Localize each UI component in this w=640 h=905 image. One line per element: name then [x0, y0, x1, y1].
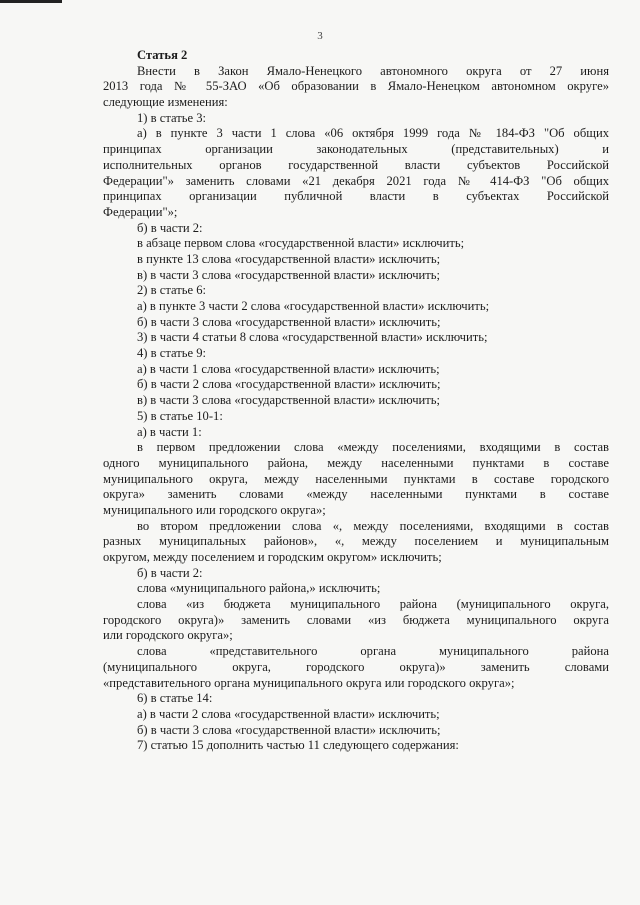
paragraph-line: 5) в статье 10-1: — [137, 408, 223, 423]
paragraph-line: принципах организации законодательных (представительных) и — [103, 142, 609, 157]
paragraph-line: Федерации"»; — [103, 204, 178, 219]
paragraph-line: б) в части 2 слова «государственной власти» исключить; — [137, 377, 441, 392]
paragraph-line: округом, между поселением и городским округом» исключить; — [103, 550, 442, 564]
paragraph-line: принципах организации публичной власти в субъектах Российской — [103, 189, 609, 204]
paragraph-line: Внести в Закон Ямало-Ненецкого автономного округа от 27 июня — [137, 63, 609, 78]
article-heading: Статья 2 — [137, 48, 188, 62]
paragraph-line: округа» заменить словами «между населенными пунктами в составе — [103, 487, 609, 502]
paragraph-line: а) в части 2 слова «государственной власти» исключить; — [137, 706, 440, 721]
paragraph-line: в) в части 3 слова «государственной власти» исключить; — [137, 393, 441, 408]
paragraph-line: а) в части 1: — [137, 424, 202, 439]
paragraph-line: в) в части 3 слова «государственной власти» исключить; — [137, 267, 441, 282]
scan-edge-mark — [0, 0, 62, 3]
document-body — [103, 48, 609, 754]
paragraph-line: 1) в статье 3: — [137, 110, 207, 125]
paragraph-line: б) в части 2: — [137, 565, 203, 580]
paragraph-line: 6) в статье 14: — [137, 691, 213, 706]
paragraph-line: а) в пункте 3 части 2 слова «государственной власти» исключить; — [137, 299, 490, 313]
paragraph-line: одного муниципального района, между населенными пунктами в составе — [103, 455, 609, 470]
paragraph-line: «представительного органа муниципального округа или городского округа»; — [103, 675, 515, 690]
paragraph-line: разных муниципальных районов», «, между поселением и муниципальным — [103, 534, 609, 549]
paragraph-line: муниципального или городского округа»; — [103, 502, 326, 517]
paragraph-line: 3) в части 4 статьи 8 слова «государственной власти» исключить; — [137, 330, 488, 345]
paragraph-line: 2013 года № 55-ЗАО «Об образовании в Ямало-Ненецком автономном округе» — [103, 79, 609, 94]
paragraph-line: (муниципального округа, городского округа)» заменить словами — [103, 659, 609, 674]
paragraph-line: или городского округа»; — [103, 628, 233, 643]
paragraph-line: а) в части 1 слова «государственной власти» исключить; — [137, 361, 440, 376]
paragraph-line: а) в пункте 3 части 1 слова «06 октября 1999 года № 184-ФЗ "Об общих — [137, 126, 609, 141]
paragraph-line: во втором предложении слова «, между поселениями, входящими в состав — [137, 518, 609, 533]
paragraph-line: 7) статью 15 дополнить частью 11 следующего содержания: — [137, 738, 459, 753]
paragraph-line: муниципального округа, между населенными пунктами в составе городского — [103, 471, 609, 486]
paragraph-line: в пункте 13 слова «государственной власти» исключить; — [137, 251, 441, 266]
paragraph-line: Федерации"» заменить словами «21 декабря 2021 года № 414-ФЗ "Об общих — [103, 173, 609, 188]
paragraph-line: слова «муниципального района,» исключить; — [137, 581, 381, 596]
paragraph-line: б) в части 2: — [137, 220, 203, 235]
paragraph-line: б) в части 3 слова «государственной власти» исключить; — [137, 722, 441, 737]
paragraph-line: следующие изменения: — [103, 95, 228, 110]
paragraph-line: слова «из бюджета муниципального района (муниципального округа, — [137, 597, 609, 612]
paragraph-line: слова «представительного органа муниципального района — [137, 644, 609, 659]
paragraph-line: городского округа)» заменить словами «из бюджета муниципального округа — [103, 612, 609, 627]
paragraph-line: в абзаце первом слова «государственной власти» исключить; — [137, 236, 465, 251]
paragraph-line: б) в части 3 слова «государственной власти» исключить; — [137, 314, 441, 329]
paragraph-line: 4) в статье 9: — [137, 346, 207, 361]
paragraph-line: 2) в статье 6: — [137, 283, 207, 298]
page-number: 3 — [317, 30, 323, 42]
paragraph-line: в первом предложении слова «между поселениями, входящими в состав — [137, 440, 609, 455]
paragraph-line: исполнительных органов государственной власти субъектов Российской — [103, 157, 609, 172]
